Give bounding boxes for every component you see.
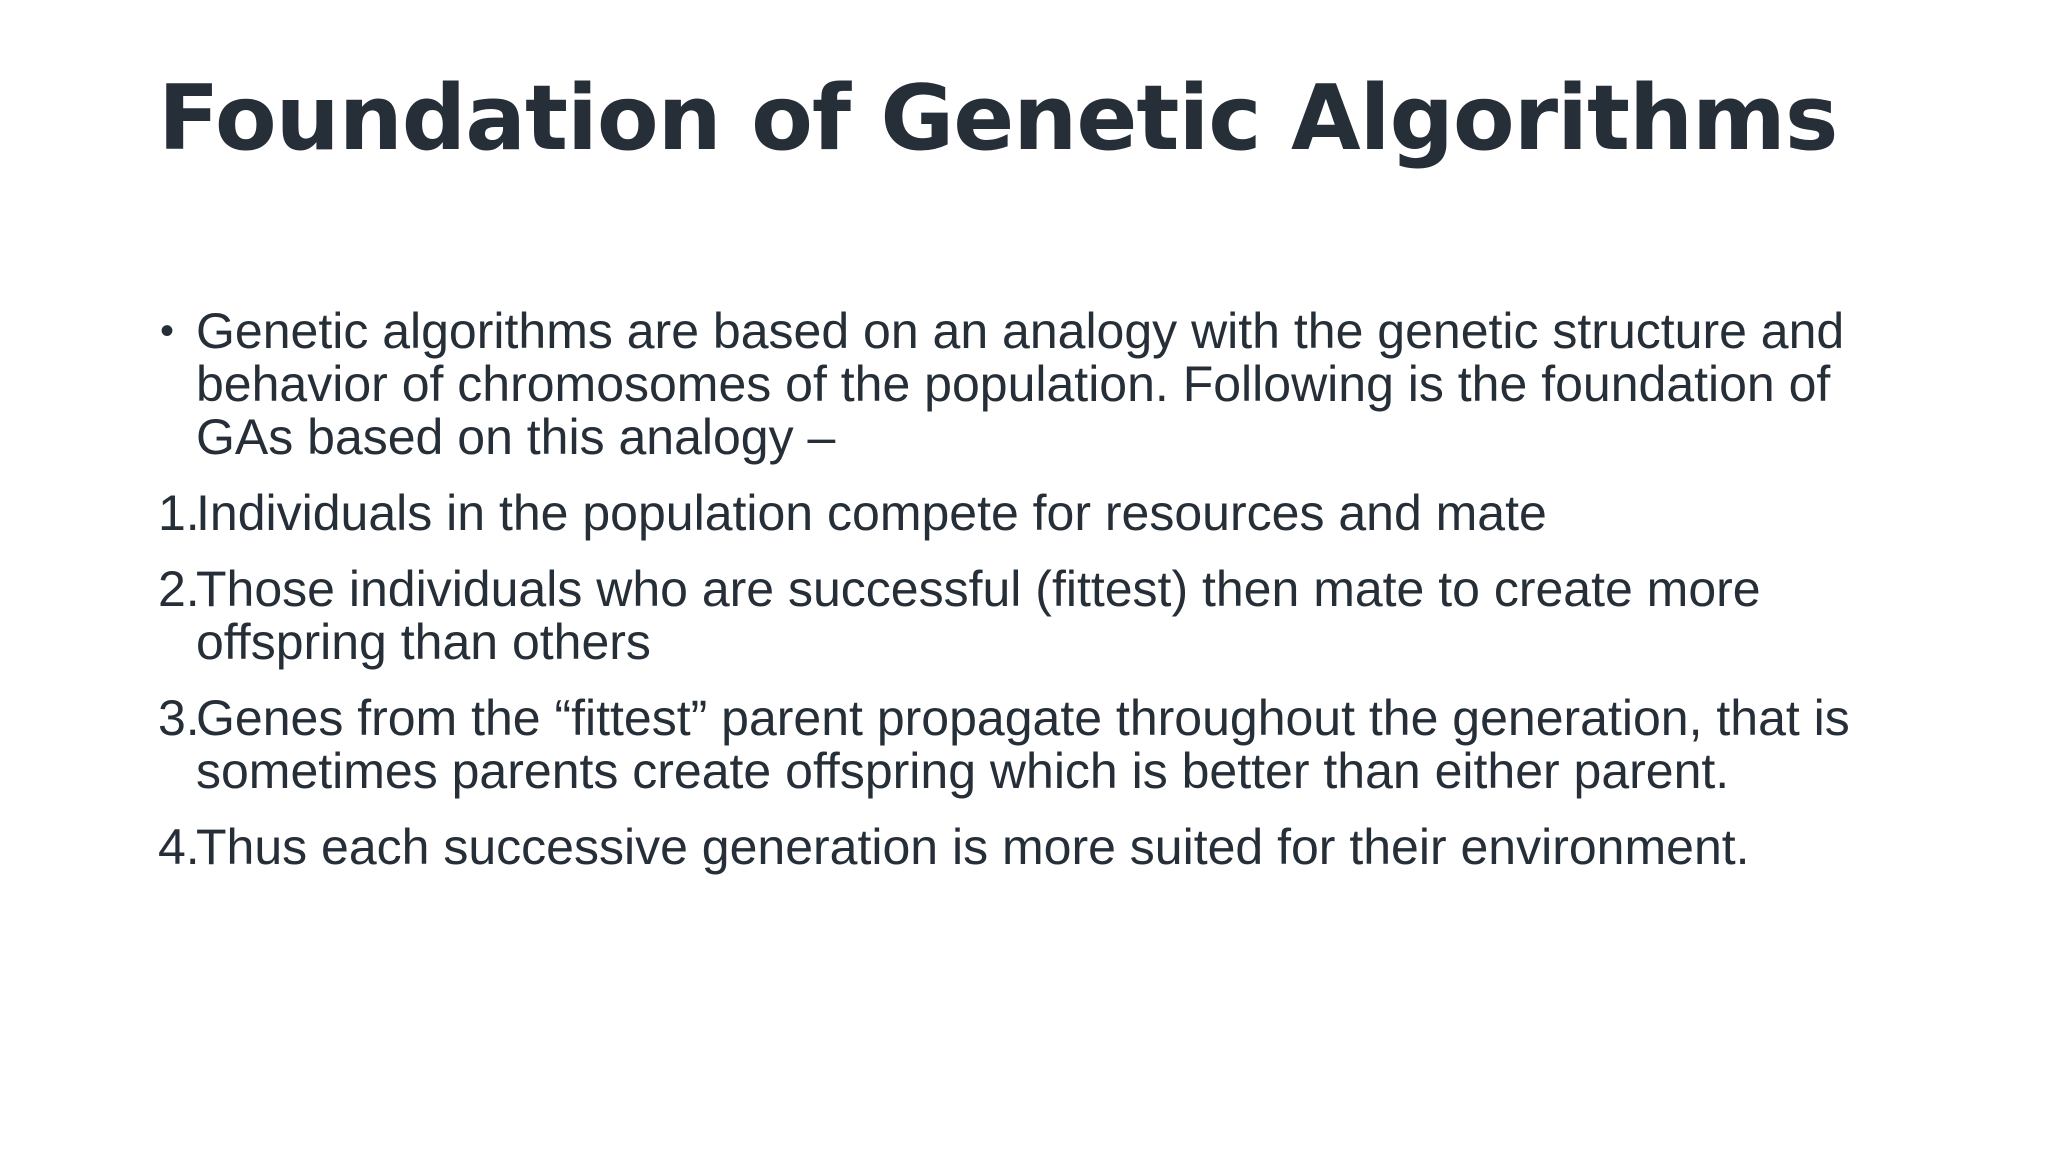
slide-body: [158, 305, 1918, 897]
bullet-marker: •: [160, 309, 175, 353]
list-number: 1.: [158, 485, 200, 541]
list-number: 3.: [158, 690, 200, 746]
list-number: 2.: [158, 561, 200, 617]
list-item-4: [158, 821, 1918, 874]
list-item-text: Genes from the “fittest” parent propagate throughout the generation, that is sometimes parents create offspring which is better than either parent.: [196, 690, 1850, 799]
intro-bullet: [158, 305, 1918, 464]
list-item-text: Those individuals who are successful (fittest) then mate to create more offspring than others: [196, 561, 1761, 670]
list-number: 4.: [158, 819, 200, 875]
list-item-text: Thus each successive generation is more suited for their environment.: [196, 819, 1750, 875]
list-item-2: [158, 563, 1918, 669]
list-item-text: Individuals in the population compete for resources and mate: [196, 485, 1547, 541]
list-item-3: [158, 692, 1918, 798]
slide-title: Foundation of Genetic Algorithms: [158, 66, 1838, 171]
list-item-1: [158, 487, 1918, 540]
intro-text: Genetic algorithms are based on an analogy with the genetic structure and behavior of chromosomes of the population. Following is the foundation of GAs based on this analogy –: [196, 303, 1845, 465]
